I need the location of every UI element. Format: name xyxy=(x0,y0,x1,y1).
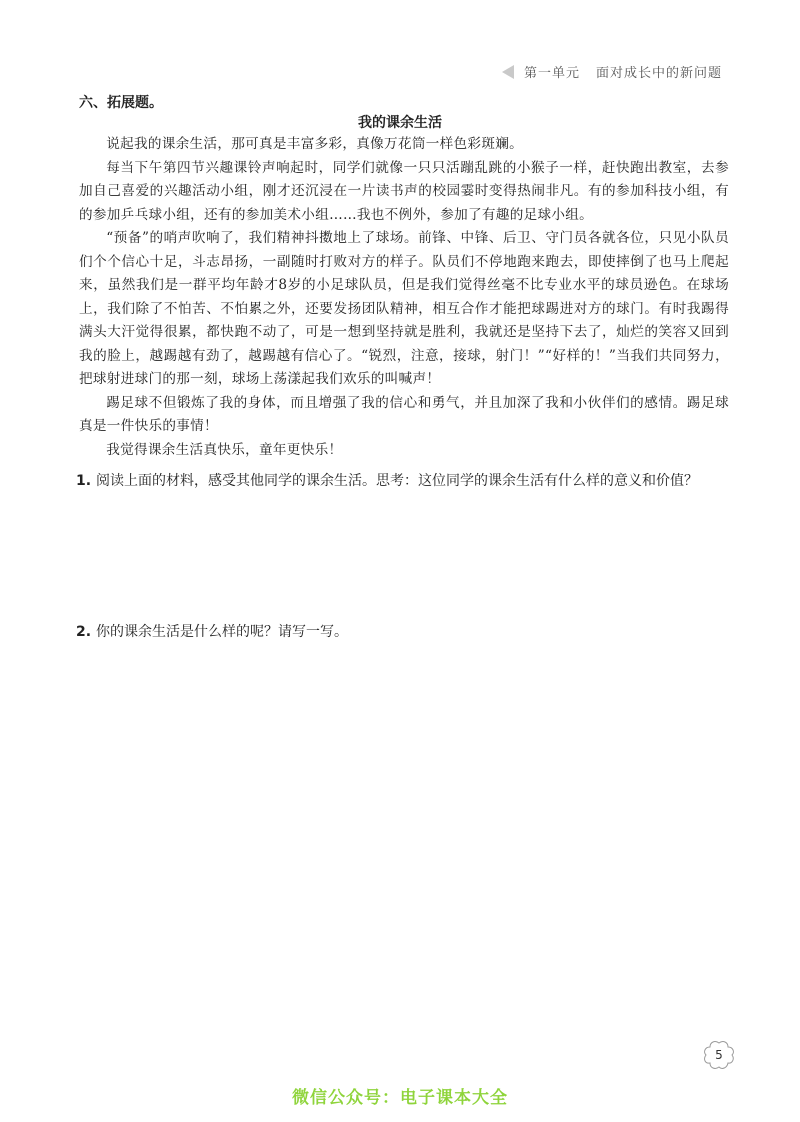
watermark: 微信公众号：电子课本大全 xyxy=(292,1088,508,1108)
question-text: 阅读上面的材料，感受其他同学的课余生活。思考：这位同学的课余生活有什么样的意义和价值？ xyxy=(96,473,698,489)
page-number: 5 xyxy=(715,1048,723,1062)
essay-paragraph: “预备”的哨声吹响了，我们精神抖擞地上了球场。前锋、中锋、后卫、守门员各就各位，只见小队员们个个信心十足，斗志昂扬，一副随时打败对方的样子。队员们不停地跑来跑去，即使摔倒了也马上爬起来，虽然我们是一群平均年龄才8岁的小足球队员，但是我们觉得丝毫不比专业水平的球员逊色。在球场上，我们除了不怕苦、不怕累之外，还要发扬团队精神，相互合作才能把球踢进对方的球门。有时我踢得满头大汗觉得很累，都快跑不动了，可是一想到坚持就是胜利，我就还是坚持下去了，灿烂的笑容又回到我的脸上，越踢越有劲了，越踢越有信心了。“锐烈，注意，接球，射门！”“好样的！”当我们共同努力，把球射进球门的那一刻，球场上荡漾起我们欢乐的叫喊声！ xyxy=(79,230,729,387)
question-number: 1. xyxy=(76,473,92,489)
question-number: 2. xyxy=(76,624,92,640)
essay-paragraph: 说起我的课余生活，那可真是丰富多彩，真像万花筒一样色彩斑斓。 xyxy=(106,136,523,152)
section-heading: 六、拓展题。 xyxy=(79,95,163,111)
question-1 xyxy=(76,470,736,493)
page-header xyxy=(502,62,722,81)
essay-paragraph: 每当下午第四节兴趣课铃声响起时，同学们就像一只只活蹦乱跳的小猴子一样，赶快跑出教室，去参加自己喜爱的兴趣活动小组，刚才还沉浸在一片读书声的校园霎时变得热闹非凡。有的参加科技小组，有的参加乒乓球小组，还有的参加美术小组……我也不例外，参加了有趣的足球小组。 xyxy=(79,159,729,223)
unit-subtitle: 面对成长中的新问题 xyxy=(595,66,722,81)
essay-paragraph: 踢足球不但锻炼了我的身体，而且增强了我的信心和勇气，并且加深了我和小伙伴们的感情。踢足球真是一件快乐的事情！ xyxy=(79,394,729,434)
header-triangle-icon xyxy=(502,65,514,79)
question-text: 你的课余生活是什么样的呢？请写一写。 xyxy=(96,624,348,640)
question-2 xyxy=(76,621,736,644)
essay-title: 我的课余生活 xyxy=(358,115,442,131)
unit-label: 第一单元 xyxy=(523,66,580,81)
page-number-badge xyxy=(702,1040,736,1070)
essay-body xyxy=(79,133,729,462)
essay-paragraph: 我觉得课余生活真快乐，童年更快乐！ xyxy=(106,441,343,458)
